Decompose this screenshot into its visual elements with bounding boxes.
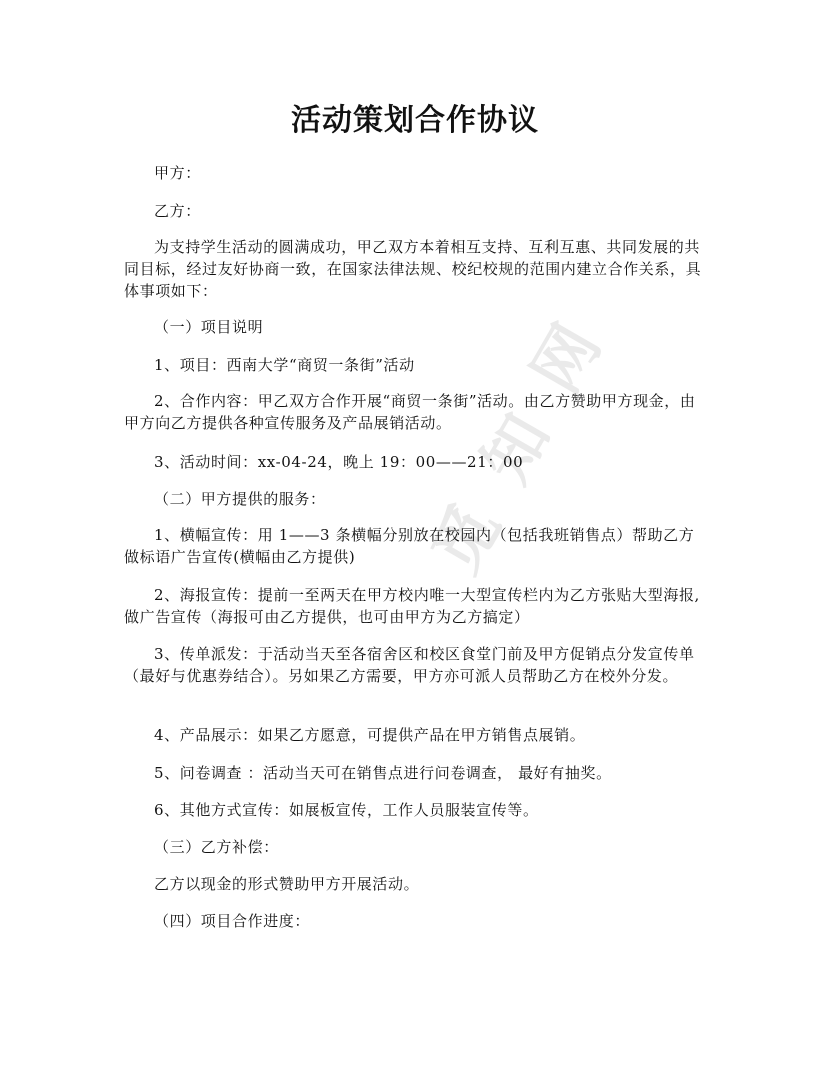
watermark-char: 知 bbox=[469, 402, 566, 496]
item-cooperation: 2、合作内容：甲乙双方合作开展“商贸一条街”活动。由乙方赞助甲方现金，由甲方向乙方提供各种宣传服务及产品展销活动。 bbox=[124, 392, 696, 432]
list-item bbox=[124, 584, 708, 628]
item-time: 3、活动时间：xx-04-24，晚上 19：00——21：00 bbox=[154, 453, 524, 471]
list-item bbox=[124, 643, 708, 687]
party-a-label: 甲方： bbox=[154, 164, 201, 182]
section-heading bbox=[124, 836, 708, 858]
party-b-label: 乙方： bbox=[154, 202, 201, 220]
list-item bbox=[124, 524, 708, 568]
section-heading bbox=[124, 910, 708, 932]
item-banner: 1、横幅宣传：用 1——3 条横幅分别放在校园内（包括我班销售点）帮助乙方做标语广告宣传(横幅由乙方提供) bbox=[124, 526, 695, 566]
item-survey: 5、问卷调查 ：活动当天可在销售点进行问卷调查， 最好有抽奖。 bbox=[154, 764, 612, 782]
party-b-line bbox=[124, 200, 708, 222]
list-item bbox=[124, 451, 708, 473]
section1-heading: （一）项目说明 bbox=[154, 318, 264, 336]
section4-heading: （四）项目合作进度： bbox=[154, 912, 311, 930]
document-title: 活动策划合作协议 bbox=[291, 103, 539, 138]
watermark-char: 网 bbox=[519, 312, 616, 406]
section-heading bbox=[124, 316, 708, 338]
section3-heading: （三）乙方补偿： bbox=[154, 838, 279, 856]
intro-text: 为支持学生活动的圆满成功，甲乙双方本着相互支持、互利互惠、共同发展的共同目标，经过友好协商一致，在国家法律法规、校纪校规的范围内建立合作关系，具体事项如下： bbox=[124, 238, 702, 300]
list-item bbox=[124, 724, 708, 746]
list-item bbox=[124, 762, 708, 784]
item-product: 4、产品展示：如果乙方愿意，可提供产品在甲方销售点展销。 bbox=[154, 726, 586, 744]
watermark-char: 觅 bbox=[419, 492, 516, 586]
list-item bbox=[124, 873, 708, 895]
list-item bbox=[124, 354, 708, 376]
section-heading bbox=[124, 488, 708, 510]
item-project: 1、项目：西南大学“商贸一条街”活动 bbox=[154, 356, 415, 374]
section2-heading: （二）甲方提供的服务： bbox=[154, 490, 326, 508]
list-item bbox=[124, 390, 708, 434]
list-item bbox=[124, 799, 708, 821]
item-compensation: 乙方以现金的形式赞助甲方开展活动。 bbox=[154, 875, 420, 893]
item-other: 6、其他方式宣传：如展板宣传，工作人员服装宣传等。 bbox=[154, 801, 539, 819]
item-flyer: 3、传单派发：于活动当天至各宿舍区和校区食堂门前及甲方促销点分发宣传单（最好与优惠券结合）。另如果乙方需要，甲方亦可派人员帮助乙方在校外分发。 bbox=[124, 645, 695, 685]
item-poster: 2、海报宣传：提前一至两天在甲方校内唯一大型宣传栏内为乙方张贴大型海报,做广告宣传（海报可由乙方提供，也可由甲方为乙方搞定） bbox=[124, 586, 700, 626]
intro-paragraph bbox=[124, 236, 708, 302]
party-a-line bbox=[124, 162, 708, 184]
